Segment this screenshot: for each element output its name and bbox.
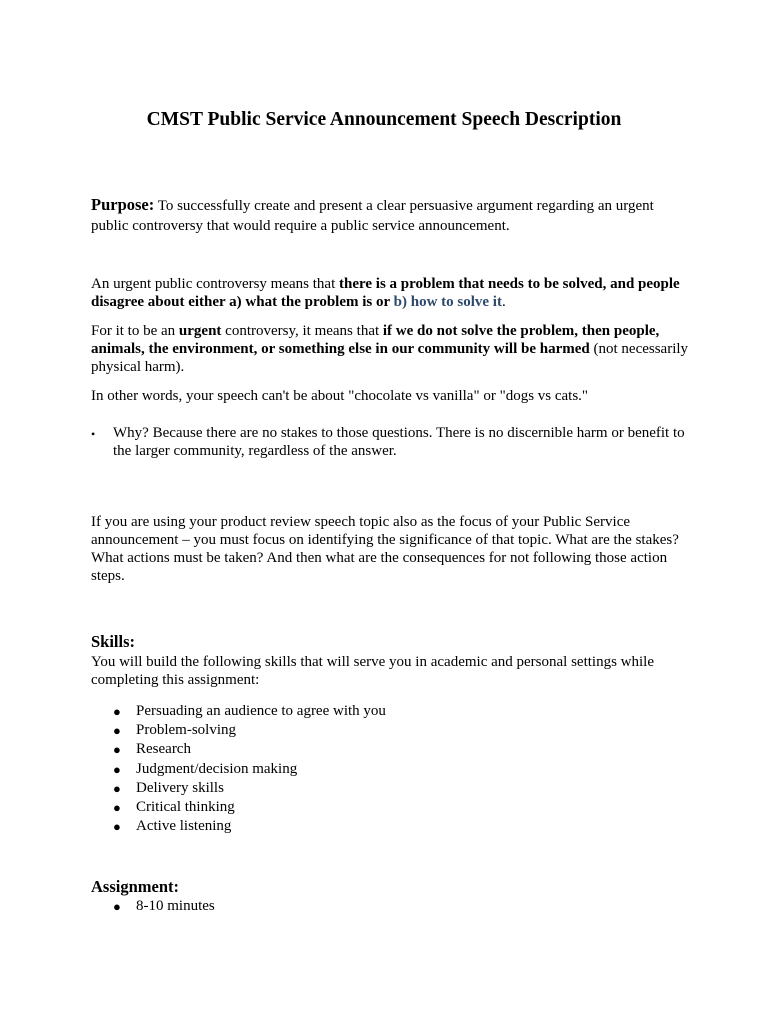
urgent-text-2: controversy, it means that <box>221 323 383 339</box>
assignment-list <box>91 897 215 916</box>
list-item: ● Problem-solving <box>91 721 386 740</box>
bullet-icon: ● <box>113 819 121 835</box>
urgent-bold-1: urgent <box>178 323 222 339</box>
product-review-paragraph: If you are using your product review speech topic also as the focus of your Public Service announcement – you must focus on identifying the significance of that topic. What are the stakes? What actions must be taken? And then what are the consequences for not following those action steps. <box>91 514 679 584</box>
bullet-icon: • <box>91 427 96 441</box>
urgent-bold-2: if we do not solve the problem, then people, animals, the environment, or something else in our community will be harmed <box>91 323 660 357</box>
controversy-bold-1: there is a problem that needs to be solved, and people disagree about either a) what the problem is or <box>91 276 680 310</box>
why-bullet-text: Why? Because there are no stakes to those questions. There is no discernible harm or benefit to the larger community, regardless of the answer. <box>113 425 685 459</box>
bullet-icon: ● <box>113 723 121 739</box>
bullet-icon: ● <box>113 800 121 816</box>
bullet-icon: ● <box>113 780 121 796</box>
list-item: ● Active listening <box>91 817 386 836</box>
skills-heading: Skills: <box>91 632 136 651</box>
urgent-text-1: For it to be an <box>91 323 179 339</box>
urgent-text-3: (not necessarily physical harm). <box>91 341 689 375</box>
list-item: ● 8-10 minutes <box>91 897 215 916</box>
controversy-bold-accent: b) how to solve it <box>393 294 502 310</box>
bullet-icon: ● <box>113 761 121 777</box>
list-item: ● Delivery skills <box>91 779 386 798</box>
list-item: ● Persuading an audience to agree with you <box>91 702 386 721</box>
purpose-text: To successfully create and present a clear persuasive argument regarding an urgent public controversy that would require a public service announcement. <box>91 198 654 234</box>
urgent-paragraph <box>91 322 691 376</box>
skills-list <box>91 702 386 836</box>
list-item: ● Research <box>91 740 386 759</box>
purpose-paragraph <box>91 195 691 236</box>
document-title: CMST Public Service Announcement Speech Description <box>146 109 622 130</box>
why-bullet-item <box>91 424 691 460</box>
purpose-label: Purpose: <box>91 195 155 214</box>
bullet-icon: ● <box>113 899 121 914</box>
bullet-icon: ● <box>113 742 121 758</box>
bullet-icon: ● <box>113 704 121 719</box>
list-item: ● Critical thinking <box>91 798 386 817</box>
controversy-end: . <box>501 294 506 310</box>
list-item: ● Judgment/decision making <box>91 760 386 779</box>
other-words-paragraph: In other words, your speech can't be about "chocolate vs vanilla" or "dogs vs cats." <box>91 388 589 404</box>
controversy-text-1: An urgent public controversy means that <box>91 276 339 292</box>
skills-intro: You will build the following skills that will serve you in academic and personal settings while completing this assignment: <box>91 654 654 688</box>
controversy-paragraph <box>91 275 691 311</box>
assignment-heading: Assignment: <box>91 877 180 896</box>
